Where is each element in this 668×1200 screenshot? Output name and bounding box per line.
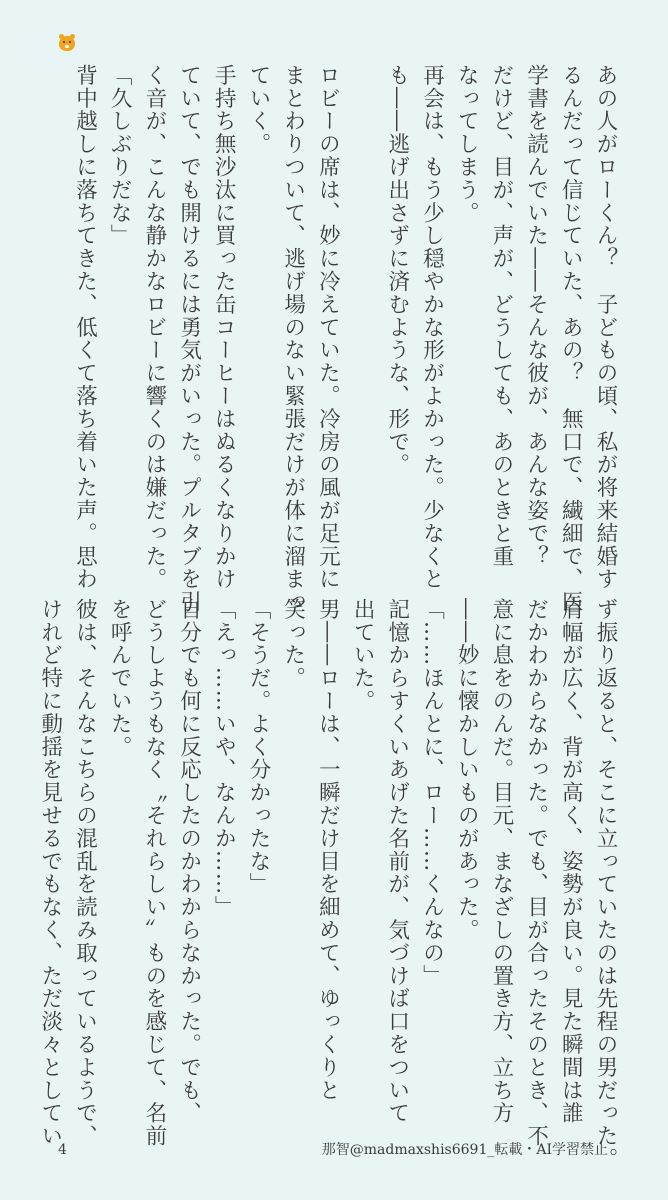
text-line: ていく。 bbox=[245, 64, 271, 156]
text-line: 彼は、そんなこちらの混乱を読み取っているようで、 bbox=[72, 598, 98, 1148]
text-line: だかわからなかった。でも、目が合ったそのとき、不 bbox=[523, 598, 549, 1148]
tiger-face-icon bbox=[58, 36, 76, 52]
text-line: 「そうだ。よく分かったな」 bbox=[245, 598, 271, 896]
text-line: 意に息をのんだ。目元、まなざしの置き方、立ち方 bbox=[488, 598, 514, 1125]
blank-line bbox=[344, 64, 379, 584]
page-number: 4 bbox=[58, 1142, 67, 1158]
text-line: ていて、でも開けるには勇気がいった。プルタブを引 bbox=[176, 64, 202, 614]
text-line: 「久しぶりだな」 bbox=[107, 64, 133, 248]
text-line: 肩幅が広く、背が高く、姿勢が良い。見た瞬間は誰 bbox=[558, 598, 584, 1125]
text-line: 記憶からすくいあげた名前が、気づけば口をついて bbox=[384, 598, 410, 1125]
text-line: まとわりついて、逃げ場のない緊張だけが体に溜まっ bbox=[280, 64, 306, 614]
text-line: どうしようもなく〝それらしい〟ものを感じて、名前 bbox=[141, 598, 167, 1148]
text-line: ず振り返ると、そこに立っていたのは先程の男だった。 bbox=[593, 598, 618, 1171]
text-line: く音が、こんな静かなロビーに響くのは嫌だった。 bbox=[141, 64, 167, 591]
author-credit: 那智@madmaxshis6691_転載・AI学習禁止 bbox=[321, 1142, 608, 1158]
text-line: 自分でも何に反応したのかわからなかった。でも、 bbox=[176, 598, 202, 1125]
text-line: なってしまう。 bbox=[454, 64, 480, 225]
text-line: も――逃げ出さずに済むような、形で。 bbox=[384, 64, 410, 477]
text-line: 再会は、もう少し穏やかな形がよかった。少なくと bbox=[419, 64, 445, 591]
story-text-top bbox=[67, 64, 622, 614]
text-line: 出ていた。 bbox=[350, 598, 376, 713]
text-line: るんだって信じていた、あの？ 無口で、繊細で、医 bbox=[558, 64, 584, 614]
text-line: 学書を読んでいた――そんな彼が、あんな姿で？ bbox=[523, 64, 549, 568]
text-line: 手持ち無沙汰に買った缶コーヒーはぬるくなりかけ bbox=[211, 64, 237, 591]
text-line: 男――ローは、一瞬だけ目を細めて、ゆっくりと bbox=[315, 598, 341, 1102]
text-line: 背中越しに落ちてきた、低くて落ち着いた声。思わ bbox=[72, 64, 98, 591]
text-line: ――妙に懐かしいものがあった。 bbox=[454, 598, 480, 942]
text-line: 「……ほんとに、ロー……くんなの」 bbox=[419, 598, 445, 988]
text-line: けれど特に動揺を見せるでもなく、ただ淡々としてい bbox=[37, 598, 63, 1148]
text-line: あの人がローくん？ 子どもの頃、私が将来結婚す bbox=[593, 64, 618, 591]
text-line: 笑った。 bbox=[280, 598, 306, 690]
text-line: 「えっ……いや、なんか……」 bbox=[211, 598, 237, 919]
text-line: ロビーの席は、妙に冷えていた。冷房の風が足元に bbox=[315, 64, 341, 591]
text-line: を呼んでいた。 bbox=[107, 598, 133, 759]
text-line: だけど、目が、声が、どうしても、あのときと重 bbox=[488, 64, 514, 568]
